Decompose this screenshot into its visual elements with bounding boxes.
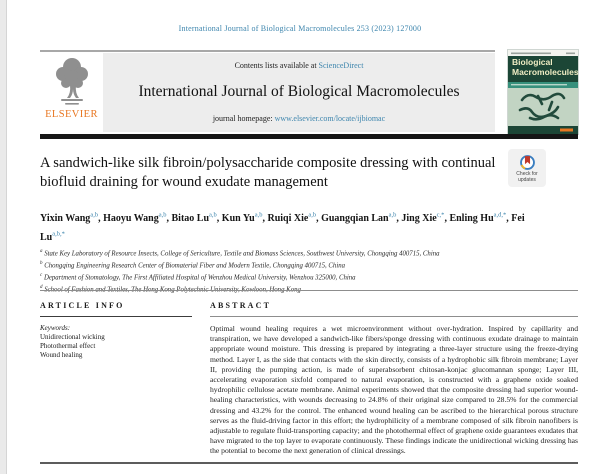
homepage-line	[213, 114, 385, 123]
author-affil-superscript: a,b	[90, 212, 99, 219]
journal-homepage-link[interactable]: www.elsevier.com/locate/ijbiomac	[274, 114, 386, 123]
affiliation	[40, 283, 560, 295]
author	[172, 213, 222, 224]
article-title: A sandwich-like silk fibroin/polysaccharide composite dressing with continual biofluid draining for wound exudate management	[40, 155, 496, 190]
author-affil-superscript: c,*	[436, 212, 445, 219]
affiliation-marker: a	[40, 249, 43, 254]
affiliation-text: Chongqing Engineering Research Center of Biomaterial Fiber and Modern Textile, Chongqing 400715, China	[44, 262, 346, 270]
badge-label	[516, 171, 537, 183]
author-affil-superscript: a,b,*	[52, 230, 65, 238]
author-name: Ruiqi Xie	[267, 213, 309, 225]
abstract-column	[210, 301, 578, 457]
page-bottom-rule	[40, 462, 578, 464]
author	[222, 213, 268, 224]
author-affil-superscript: a,b	[388, 212, 397, 219]
author-affil-superscript: a,b	[158, 212, 167, 219]
elsevier-wordmark: ELSEVIER	[45, 109, 98, 120]
affiliation-marker: d	[40, 284, 43, 290]
affiliation-text: Department of Stomatology, The First Affiliated Hospital of Wenzhou Medical University, Wenzhou 325000, China	[43, 273, 356, 281]
author-name: Yixin Wang	[40, 213, 91, 225]
author-name: Enling Hu	[449, 213, 494, 225]
author-affil-superscript: a,b	[308, 212, 317, 219]
author-separator: ,	[166, 213, 172, 225]
article-info-rule	[40, 316, 192, 317]
author-separator: ,	[396, 213, 402, 225]
keywords-label: Keywords:	[40, 324, 71, 332]
author-name: Jing Xie	[401, 213, 437, 225]
author-affil-superscript: a,d,*	[493, 212, 507, 219]
journal-title: International Journal of Biological Macromolecules	[138, 83, 460, 100]
contents-line	[235, 61, 364, 70]
cover-title-line2: Macromolecules	[512, 67, 578, 77]
affiliation-text: State Key Laboratory of Resource Insects, College of Sericulture, Textile and Biomass Sciences, Southwest University, Chongqing 400715, China	[44, 250, 440, 258]
sciencedirect-link[interactable]: ScienceDirect	[318, 61, 364, 70]
article-info-heading: ARTICLE INFO	[40, 301, 125, 310]
page-edge-strip	[0, 0, 7, 474]
affiliation	[40, 247, 560, 259]
crossmark-icon	[519, 154, 536, 171]
keyword: Wound healing	[40, 351, 83, 359]
journal-header-box	[103, 53, 495, 132]
article-info-column	[40, 301, 192, 360]
keyword: Photothermal effect	[40, 342, 96, 350]
author-name: Bitao Lu	[171, 213, 210, 225]
author	[321, 213, 401, 224]
author-name: Fei Lu	[40, 213, 525, 243]
keyword: Unidirectional wicking	[40, 333, 105, 341]
author	[267, 213, 321, 224]
author-name: Guangqian Lan	[321, 213, 389, 225]
author	[40, 213, 103, 224]
author-affil-superscript: a,b	[209, 212, 217, 219]
contents-prefix: Contents lists available at	[234, 61, 319, 70]
running-head-citation: International Journal of Biological Macromolecules 253 (2023) 127000	[178, 24, 422, 33]
header-bottom-bar	[40, 134, 578, 139]
badge-label-line2: updates	[518, 176, 536, 183]
affiliation-marker: b	[40, 260, 43, 266]
author	[449, 213, 511, 224]
elsevier-logo	[40, 53, 103, 132]
author-separator: ,	[262, 213, 268, 225]
author-separator: ,	[216, 213, 222, 225]
badge-label-line1: Check for	[516, 170, 538, 177]
affiliation-marker: c	[40, 272, 43, 278]
journal-cover-thumbnail	[508, 50, 578, 134]
affiliation-list	[40, 247, 560, 294]
author-name: Haoyu Wang	[103, 213, 159, 225]
author	[401, 213, 449, 224]
section-divider-rule	[40, 290, 578, 291]
homepage-prefix: journal homepage:	[212, 114, 275, 123]
header-top-rule	[40, 50, 495, 52]
affiliation	[40, 259, 560, 271]
author-separator: ,	[316, 213, 322, 225]
author	[103, 213, 171, 224]
author-separator: ,	[506, 213, 512, 225]
abstract-rule	[210, 316, 578, 317]
abstract-heading: ABSTRACT	[210, 301, 272, 310]
author-separator: ,	[444, 213, 450, 225]
elsevier-tree-icon	[51, 55, 93, 111]
affiliation	[40, 271, 560, 283]
cover-title-line1: Biological	[512, 57, 553, 67]
author-affil-superscript: a,b	[254, 212, 263, 219]
abstract-text: Optimal wound healing requires a wet microenvironment without over-hydration. Inspired by capillarity and transpiration, we have developed a sandwich-like fibers/sponge dressing with continuous exudate drainage to maintain appropriate wound moisture. This dressing is prepared by integrating a three-layer structure using the freeze-drying method. Layer I, as the side that contacts with the skin directly, consists of a hydrophobic silk fibroin membrane; Layer II, providing the pumping action, is made of superabsorbent chitosan-konjac glucomannan sponge; Layer III, accelerating evaporation sixfold compared to natural evaporation, is constructed with a graphene oxide soaked hydrophilic cellulose acetate membrane. Animal experiments showed that the composite dressing had superior wound-healing characteristics, with wounds decreasing to 24.8% of their original size compared to 28.5% for the commercial dressing and 43.2% for the control. The enhanced wound healing can be ascribed to the hierarchical porous structure serves as the fluid-driving factor in this effort; the hydrophilicity of a membrane composed of silk fibroin nanofibers is adjustable to regulate fluid-transporting capacity; and the photothermal effect of graphene oxide guarantees exudates that have migrated to the top layer to evaporate continuously. These findings indicate the unidirectional wicking dressing has the potential to become the next generation of clinical dressings.	[210, 324, 579, 456]
author-name: Kun Yu	[221, 213, 255, 225]
author-list	[40, 208, 532, 245]
author-separator: ,	[98, 213, 104, 225]
